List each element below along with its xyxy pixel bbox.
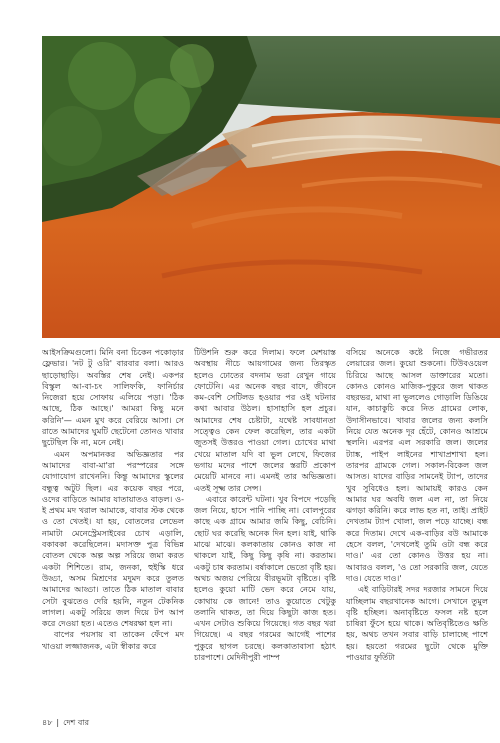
page-number: ৪৮ [42, 718, 53, 727]
article-paragraph: বাপের পয়সায় বা তাকেন ফেঁপে মদ খাওয়া লজ্জাজনক, এটা স্বীকার করে [42, 629, 184, 651]
page-footer [42, 717, 89, 730]
article-paragraph: টিউশনি শুরু করে দিলাম। ফলে মেশয়াস্ত অবস্থায় নীচে আয়গামের জন্য তিরস্কৃত হলেও ঢোতের বদনাম ভরা রেখুন গায়ে ফোটেনি। এর অনেক বছর বাদে, জীবনে কম-বেশি সেটিলড হওয়ার পর ওই ঘটনার কথা আবার উঠল। হাসাহাসি হল প্রচুর। আমাদের শেষ চেষ্টাটা, যথেষ্ট সাবধানতা সত্ত্বেও কেন ফেল করেছিল, তার একটা জুতসই উত্তরও পাওয়া গেল। চোখের মাথা খেয়ে মাতাল যদি বা ভুল লেখে, ফিজের ভগায় মদের পাশে জলের স্তরটি প্রকোপ মেয়েটি মানবে না। এমনই তার অভিজ্ঞতা। এতই সূক্ষ্ম তার সেন্স। [194, 347, 336, 493]
article-paragraph: আইসক্রিমগুলো। মিনি বনা চিকেন পকোড়ার ফ্লেভার। 'নট টু ওরি' বারবার বলা। আরও ছাড়োছাড়ি। অবস্তির শেষ নেই। একপর বিস্কুল আ-বা-চং সালিফকি, ফানির্চার নিজেরা হয়ে সোফায় এলিয়ে পড়া। 'ঠিক আছে, ঠিক আছে।' আমরা কিছু মনে করিনি'— এমন মুখ করে বেরিয়ে আসা। সে রাতে আমাদের ঘুমটি ছেটেনো তোনও খাবার ছুটেছিল কি না, মনে নেই। [42, 347, 184, 448]
article-paragraph: এবারে কারেন্ট ঘটনা। খুব বিপদে পড়েছি জল নিয়ে, হাসে পানি পাচ্ছি না। বোলপুরের কাছে এক গ্রামে আমার জমি কিছু, বেচিনি। ছোট ঘর করেছি অনেক দিন হল। যাই, থাকি মাঝে মাঝে। কলকাতায় কোনও কাজ না থাকলে যাই, কিছু কিছু কৃষি না। করতাম। একটু চাষ করতাম। বর্ষাকালে ভেতো বৃষ্টি হয়। অথচ অজয় পেরিয়ে বীরভূমটা বৃষ্টিতে। বৃষ্টি হলেও কুয়ো মাটি ভেদ করে নেমে যায়, কোথায় কে জানে! তাও কুয়োতে খেটুকু তলানি থাকত, তা দিয়ে কিছুটা কাজ হত। এখন সেটাও শুকিয়ে গিয়েছে। গত বছর খরা গিয়েছে। এ বছর গরমের আগেই পাশের পুকুরে ছাগল চরছে। কলকাতাবাসা হঠাৎ চারপাশে। মেদিনীপুরী পাম্প [194, 493, 336, 663]
article-column-3 [346, 347, 488, 699]
article-body [42, 347, 488, 699]
river-photo-illustration [42, 36, 500, 338]
magazine-name: দেশ বার [63, 718, 89, 727]
article-paragraph: এমন অপমানকর অভিজ্ঞতার পর আমাদের বাবা-মা'রা পরস্পরের সঙ্গে যোগাযোগ রাখেননি। কিন্তু আমাদের স্কুলের বন্ধুত্ব অটুট ছিল। এর কয়েক বছর পরে, ওদের বাড়িতে আমার যাতায়াতও বাড়ল। ও-ই প্রথম মদ খরাল আমাকে, বাবার স্টক থেকে ও তো খেতই। যা হয়, বোতলের লেভেল নামাটা মেনেস্ট্রেমসাইবের চোখ এড়ালি, বকাবকা করেছিলেন। মদাসক্ত পুত্র বিভিন্ন বোতল থেকে অল্প অল্প সরিয়ে জমা করত একটা শিশিতে। রাম, জনকা, হুইস্কি ধরে উড্ডা, অসম মিশ্রণের মদুমদ করে তুলত আমাদের আড্ডা। তাতে ঠিক মাতাল বাবার সেটা বুঝতেও দেরি হয়নি, নতুন টেকনিক লাগল। একটু সরিয়ে জল দিয়ে টপ আপ করে দেওয়া হত। এতেও শেষরক্ষা হল না। [42, 448, 184, 629]
footer-separator: | [56, 718, 60, 727]
river-photo [42, 36, 500, 338]
article-column-2 [194, 347, 336, 699]
article-column-1 [42, 347, 184, 699]
article-paragraph: বসিয়ে অনেকে কষ্টে নিজে গভীরতর লেয়ারের জল। কুয়ো শুকনো। টিউবওয়েল চিরিয়ে আছে আসল ডাক্তারের মতো। কোনও কোনও মাজিক-পুকুরে জল থাকত বছরভর, মাথা না ভুললেও গোড়ালি ডিঙিয়ে যান, কাচাকুচি করে নিত গ্রামের লোক, উদাসীনভাবে। খাবার জলের জন্য কলসি নিয়ে যেত অনেক দূর হেঁটে, কোনও আশ্রমে স্থলনি। এরপর এল সরকারি জল। জলের ট্যাঙ্ক, পাইপ লাইনের শাখাপ্রশাখা হল। তারপর গ্রামকে গেল। সকাল-বিকেল জল আসত। যাদের বাড়ির সামনেই ট্যাপ, তাদের খুব সুবিধেও হল। আমায়ই কারও কেন আমার ঘর অবধি জল এল না, তা নিয়ে ঝগড়া করিনি। করে লাভ হত না, তাই। প্রাইট দেখতাম ট্যাপ খোলা, জল পড়ে যাচ্ছে। বন্ধ করে দিতাম। দেখে এক-বাড়ির বউ আমাকে হেসে বলল, 'দেখলেই তুমি ওটা বন্ধ করে দাও।' এর তো কোনও উত্তর হয় না। আবারও বলল, 'ও তো সরকারি জল, যেতে দাও। যেতে দাও।' [346, 347, 488, 583]
article-paragraph: এই বাড়িটারই সদর দরজার সামনে দিয়ে যাচ্ছিলাম বছরখানেক আগে। সেখানে তুমুল বৃষ্টি হচ্ছিল। অনাবৃষ্টিতে ফসল নষ্ট হলে চাষিরা ফুঁসে হয়ে থাকে। অতিবৃষ্টিতেও ক্ষতি হয়, অথচ তখন সবার বাড়ি চালাচ্ছে পাশে হয়। হয়তো গরমের ছুটো থেকে মুক্তি পাওয়ার ফুর্তিটা [346, 584, 488, 663]
